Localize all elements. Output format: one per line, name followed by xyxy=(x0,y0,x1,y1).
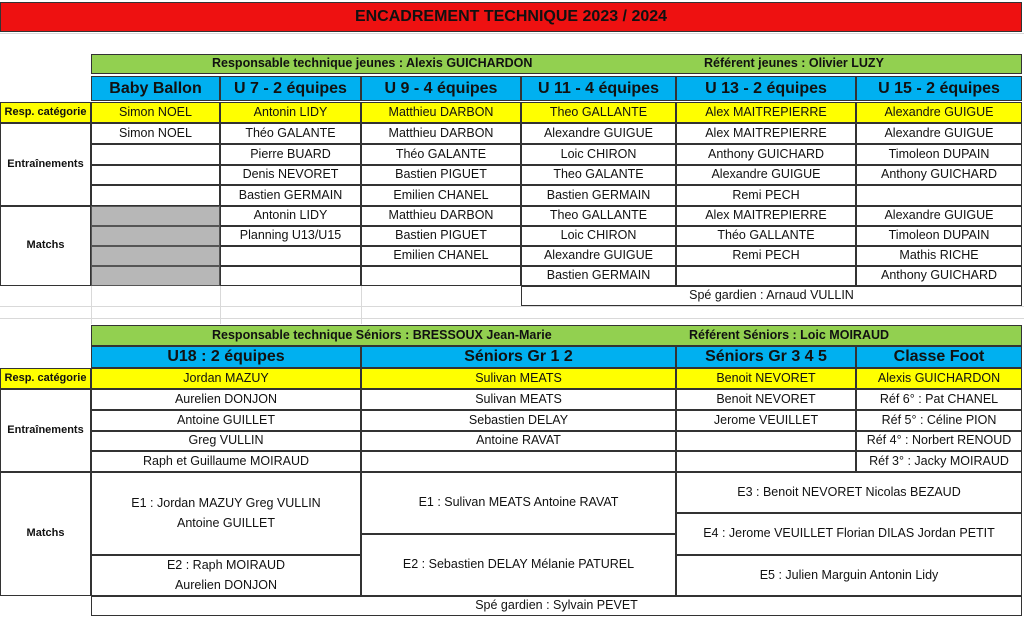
seniors-cat-1: Séniors Gr 1 2 xyxy=(361,346,676,368)
jeunes-match-cell: Matthieu DARBON xyxy=(361,206,521,226)
jeunes-match-cell: Emilien CHANEL xyxy=(361,246,521,266)
seniors-entr-cell: Raph et Guillaume MOIRAUD xyxy=(91,451,361,472)
jeunes-match-cell xyxy=(220,246,361,266)
jeunes-entr-cell: Bastien GERMAIN xyxy=(220,185,361,206)
jeunes-responsable: Responsable technique jeunes : Alexis GUICHARDON xyxy=(212,56,533,71)
seniors-entr-cell: Réf 4° : Norbert RENOUD xyxy=(856,431,1022,451)
seniors-gr345-e5: E5 : Julien Marguin Antonin Lidy xyxy=(676,555,1022,596)
jeunes-entr-cell: Denis NEVORET xyxy=(220,165,361,185)
seniors-entr-cell: Greg VULLIN xyxy=(91,431,361,451)
seniors-entr-cell: Réf 5° : Céline PION xyxy=(856,410,1022,431)
seniors-u18-e1-line2: Antoine GUILLET xyxy=(177,515,275,530)
seniors-u18-e2-line1: E2 : Raph MOIRAUD xyxy=(166,557,286,572)
seniors-resp-1: Sulivan MEATS xyxy=(361,368,676,389)
jeunes-resp-4: Alex MAITREPIERRE xyxy=(676,102,856,123)
jeunes-resp-0: Simon NOEL xyxy=(91,102,220,123)
jeunes-entr-cell xyxy=(91,144,220,165)
jeunes-entr-cell: Anthony GUICHARD xyxy=(856,165,1022,185)
jeunes-match-cell: Théo GALLANTE xyxy=(676,226,856,246)
seniors-responsable: Responsable technique Séniors : BRESSOUX Jean-Marie xyxy=(212,327,552,342)
seniors-entr-cell: Réf 6° : Pat CHANEL xyxy=(856,389,1022,410)
seniors-entr-label: Entraînements xyxy=(0,389,91,472)
seniors-referent: Référent Séniors : Loic MOIRAUD xyxy=(689,327,890,342)
seniors-match-label: Matchs xyxy=(0,472,91,596)
jeunes-entr-cell: Loic CHIRON xyxy=(521,144,676,165)
jeunes-entr-cell xyxy=(856,185,1022,206)
jeunes-match-cell: Bastien GERMAIN xyxy=(521,266,676,286)
jeunes-entr-cell: Bastien PIGUET xyxy=(361,165,521,185)
seniors-entr-cell: Benoit NEVORET xyxy=(676,389,856,410)
seniors-entr-cell: Antoine GUILLET xyxy=(91,410,361,431)
jeunes-resp-2: Matthieu DARBON xyxy=(361,102,521,123)
seniors-resp-3: Alexis GUICHARDON xyxy=(856,368,1022,389)
jeunes-match-cell xyxy=(361,266,521,286)
jeunes-match-empty xyxy=(91,226,220,246)
seniors-entr-cell: Antoine RAVAT xyxy=(361,431,676,451)
jeunes-entr-cell: Matthieu DARBON xyxy=(361,123,521,144)
jeunes-entr-cell: Anthony GUICHARD xyxy=(676,144,856,165)
seniors-u18-e2 xyxy=(91,555,361,596)
seniors-cat-0: U18 : 2 équipes xyxy=(91,346,361,368)
jeunes-entr-cell: Remi PECH xyxy=(676,185,856,206)
seniors-gr12-e2: E2 : Sebastien DELAY Mélanie PATUREL xyxy=(361,534,676,596)
seniors-entr-cell: Aurelien DONJON xyxy=(91,389,361,410)
jeunes-gardien: Spé gardien : Arnaud VULLIN xyxy=(521,286,1022,306)
jeunes-match-cell: Timoleon DUPAIN xyxy=(856,226,1022,246)
jeunes-resp-1: Antonin LIDY xyxy=(220,102,361,123)
seniors-u18-e2-line2: Aurelien DONJON xyxy=(174,577,278,592)
jeunes-cat-2: U 9 - 4 équipes xyxy=(361,76,521,101)
jeunes-match-cell: Theo GALLANTE xyxy=(521,206,676,226)
seniors-entr-cell xyxy=(676,431,856,451)
jeunes-match-empty xyxy=(91,266,220,286)
jeunes-cat-0: Baby Ballon xyxy=(91,76,220,101)
jeunes-match-cell: Alex MAITREPIERRE xyxy=(676,206,856,226)
seniors-entr-cell xyxy=(361,451,676,472)
jeunes-cat-4: U 13 - 2 équipes xyxy=(676,76,856,101)
seniors-entr-cell: Jerome VEUILLET xyxy=(676,410,856,431)
jeunes-entr-cell: Alexandre GUIGUE xyxy=(676,165,856,185)
jeunes-match-cell xyxy=(220,266,361,286)
seniors-cat-3: Classe Foot xyxy=(856,346,1022,368)
jeunes-entr-cell: Timoleon DUPAIN xyxy=(856,144,1022,165)
seniors-entr-cell: Réf 3° : Jacky MOIRAUD xyxy=(856,451,1022,472)
jeunes-resp-5: Alexandre GUIGUE xyxy=(856,102,1022,123)
seniors-cat-2: Séniors Gr 3 4 5 xyxy=(676,346,856,368)
jeunes-resp-label: Resp. catégorie xyxy=(0,102,91,123)
jeunes-cat-3: U 11 - 4 équipes xyxy=(521,76,676,101)
jeunes-resp-3: Theo GALLANTE xyxy=(521,102,676,123)
jeunes-entr-cell: Emilien CHANEL xyxy=(361,185,521,206)
jeunes-match-cell: Loic CHIRON xyxy=(521,226,676,246)
jeunes-entr-cell: Théo GALANTE xyxy=(361,144,521,165)
jeunes-match-cell: Alexandre GUIGUE xyxy=(856,206,1022,226)
jeunes-responsable-banner xyxy=(91,54,1022,74)
seniors-u18-e1-line1: E1 : Jordan MAZUY Greg VULLIN xyxy=(131,495,321,510)
seniors-entr-cell xyxy=(676,451,856,472)
jeunes-entr-label: Entraînements xyxy=(0,123,91,206)
seniors-gr12-e1: E1 : Sulivan MEATS Antoine RAVAT xyxy=(361,472,676,534)
jeunes-match-label: Matchs xyxy=(0,206,91,286)
seniors-entr-cell: Sulivan MEATS xyxy=(361,389,676,410)
jeunes-entr-cell: Alex MAITREPIERRE xyxy=(676,123,856,144)
jeunes-match-cell: Anthony GUICHARD xyxy=(856,266,1022,286)
jeunes-entr-cell: Théo GALANTE xyxy=(220,123,361,144)
jeunes-referent: Référent jeunes : Olivier LUZY xyxy=(704,56,884,71)
jeunes-entr-cell xyxy=(91,165,220,185)
jeunes-cat-5: U 15 - 2 équipes xyxy=(856,76,1022,101)
jeunes-match-cell: Planning U13/U15 xyxy=(220,226,361,246)
jeunes-entr-cell: Theo GALANTE xyxy=(521,165,676,185)
jeunes-entr-cell: Alexandre GUIGUE xyxy=(856,123,1022,144)
seniors-entr-cell: Sebastien DELAY xyxy=(361,410,676,431)
jeunes-entr-cell: Bastien GERMAIN xyxy=(521,185,676,206)
seniors-responsable-banner xyxy=(91,325,1022,346)
seniors-u18-e1 xyxy=(91,472,361,555)
seniors-gardien: Spé gardien : Sylvain PEVET xyxy=(91,596,1022,616)
seniors-gr345-e4: E4 : Jerome VEUILLET Florian DILAS Jordan PETIT xyxy=(676,513,1022,555)
jeunes-match-cell xyxy=(676,266,856,286)
seniors-resp-label: Resp. catégorie xyxy=(0,368,91,389)
jeunes-match-empty xyxy=(91,206,220,226)
page-title: ENCADREMENT TECHNIQUE 2023 / 2024 xyxy=(0,2,1022,32)
jeunes-entr-cell xyxy=(91,185,220,206)
jeunes-entr-cell: Pierre BUARD xyxy=(220,144,361,165)
jeunes-match-empty xyxy=(91,246,220,266)
jeunes-entr-cell: Simon NOEL xyxy=(91,123,220,144)
seniors-resp-0: Jordan MAZUY xyxy=(91,368,361,389)
jeunes-match-cell: Mathis RICHE xyxy=(856,246,1022,266)
jeunes-match-cell: Bastien PIGUET xyxy=(361,226,521,246)
jeunes-entr-cell: Alexandre GUIGUE xyxy=(521,123,676,144)
seniors-gr345-e3: E3 : Benoit NEVORET Nicolas BEZAUD xyxy=(676,472,1022,513)
jeunes-match-cell: Antonin LIDY xyxy=(220,206,361,226)
jeunes-match-cell: Alexandre GUIGUE xyxy=(521,246,676,266)
jeunes-match-cell: Remi PECH xyxy=(676,246,856,266)
jeunes-cat-1: U 7 - 2 équipes xyxy=(220,76,361,101)
seniors-resp-2: Benoit NEVORET xyxy=(676,368,856,389)
